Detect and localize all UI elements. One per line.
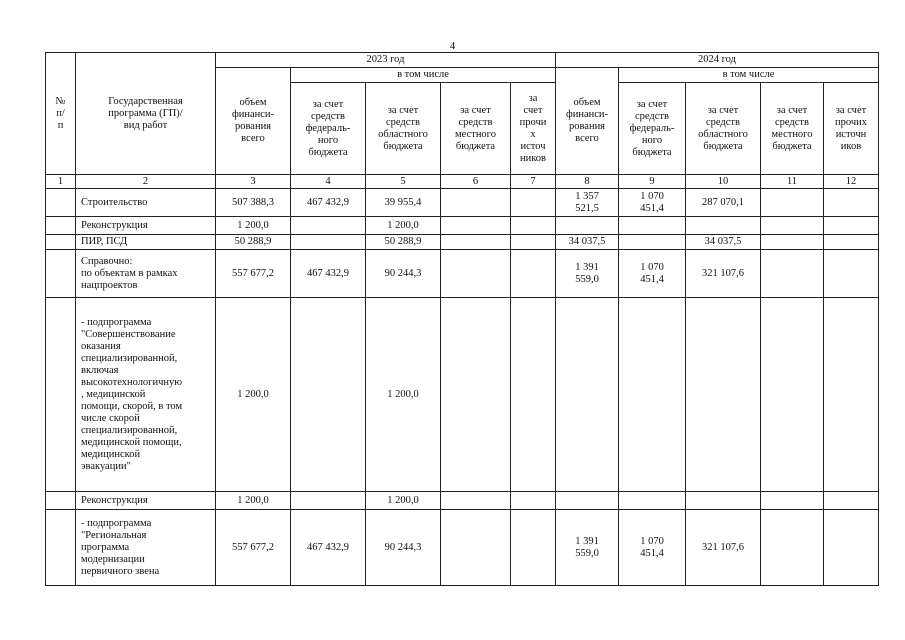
table-row xyxy=(46,298,879,492)
value-cell: 507 388,3 xyxy=(216,189,291,217)
header-incl-2024: в том числе xyxy=(619,68,879,83)
value-cell xyxy=(441,298,511,492)
row-number-cell xyxy=(46,510,76,586)
value-cell: 467 432,9 xyxy=(291,510,366,586)
header-loc-2024: за счет средств местного бюджета xyxy=(761,83,824,175)
value-cell xyxy=(824,217,879,235)
value-cell: 1 391 559,0 xyxy=(556,510,619,586)
value-cell xyxy=(761,217,824,235)
value-cell xyxy=(761,492,824,510)
header-fed-2023: за счет средств федераль- ного бюджета xyxy=(291,83,366,175)
value-cell xyxy=(619,235,686,250)
value-cell: 467 432,9 xyxy=(291,250,366,298)
value-cell: 34 037,5 xyxy=(556,235,619,250)
value-cell xyxy=(686,492,761,510)
value-cell: 1 200,0 xyxy=(216,492,291,510)
value-cell: 1 200,0 xyxy=(366,217,441,235)
value-cell xyxy=(824,250,879,298)
row-name-cell: Строительство xyxy=(76,189,216,217)
value-cell xyxy=(511,217,556,235)
value-cell: 90 244,3 xyxy=(366,250,441,298)
value-cell xyxy=(556,217,619,235)
table-row xyxy=(46,250,879,298)
value-cell: 1 200,0 xyxy=(216,217,291,235)
value-cell xyxy=(556,298,619,492)
col-number: 7 xyxy=(511,175,556,189)
col-number: 12 xyxy=(824,175,879,189)
row-name-cell: - подпрограмма "Региональная программа модернизации первичного звена xyxy=(76,510,216,586)
table-row xyxy=(46,235,879,250)
value-cell xyxy=(441,217,511,235)
header-total-2024: объем финанси- рования всего xyxy=(556,68,619,175)
value-cell: 321 107,6 xyxy=(686,250,761,298)
row-number-cell xyxy=(46,217,76,235)
value-cell: 1 200,0 xyxy=(216,298,291,492)
table-row xyxy=(46,189,879,217)
value-cell: 50 288,9 xyxy=(366,235,441,250)
value-cell xyxy=(511,298,556,492)
row-number-cell xyxy=(46,492,76,510)
value-cell: 557 677,2 xyxy=(216,250,291,298)
table-row xyxy=(46,492,879,510)
value-cell xyxy=(761,510,824,586)
value-cell xyxy=(761,250,824,298)
value-cell xyxy=(441,510,511,586)
value-cell: 1 200,0 xyxy=(366,492,441,510)
value-cell: 1 200,0 xyxy=(366,298,441,492)
value-cell xyxy=(291,235,366,250)
page-number: 4 xyxy=(449,40,456,52)
value-cell: 50 288,9 xyxy=(216,235,291,250)
row-name-cell: Реконструкция xyxy=(76,492,216,510)
value-cell xyxy=(619,492,686,510)
value-cell xyxy=(441,492,511,510)
value-cell xyxy=(291,217,366,235)
value-cell xyxy=(511,510,556,586)
header-loc-2023: за счет средств местного бюджета xyxy=(441,83,511,175)
table-row xyxy=(46,217,879,235)
header-year-2024: 2024 год xyxy=(556,53,879,68)
value-cell xyxy=(686,298,761,492)
header-oth-2023: за счет прочи х источ ников xyxy=(511,83,556,175)
value-cell: 1 070 451,4 xyxy=(619,189,686,217)
value-cell xyxy=(291,298,366,492)
value-cell xyxy=(761,298,824,492)
col-number: 6 xyxy=(441,175,511,189)
value-cell: 34 037,5 xyxy=(686,235,761,250)
value-cell: 90 244,3 xyxy=(366,510,441,586)
value-cell: 1 070 451,4 xyxy=(619,510,686,586)
value-cell xyxy=(686,217,761,235)
value-cell: 1 070 451,4 xyxy=(619,250,686,298)
col-number: 8 xyxy=(556,175,619,189)
header-no: № п/ п xyxy=(46,53,76,175)
value-cell xyxy=(511,189,556,217)
value-cell xyxy=(619,298,686,492)
col-number: 2 xyxy=(76,175,216,189)
value-cell: 321 107,6 xyxy=(686,510,761,586)
value-cell xyxy=(511,492,556,510)
row-number-cell xyxy=(46,250,76,298)
value-cell xyxy=(441,189,511,217)
header-oth-2024: за счет прочих источн иков xyxy=(824,83,879,175)
col-number: 5 xyxy=(366,175,441,189)
header-reg-2023: за счет средств областного бюджета xyxy=(366,83,441,175)
value-cell xyxy=(824,510,879,586)
col-number: 3 xyxy=(216,175,291,189)
value-cell xyxy=(441,235,511,250)
col-number: 11 xyxy=(761,175,824,189)
row-name-cell: Справочно: по объектам в рамках нацпроектов xyxy=(76,250,216,298)
col-number: 1 xyxy=(46,175,76,189)
value-cell xyxy=(761,189,824,217)
value-cell: 287 070,1 xyxy=(686,189,761,217)
value-cell xyxy=(441,250,511,298)
table-row xyxy=(46,510,879,586)
row-name-cell: ПИР, ПСД xyxy=(76,235,216,250)
header-program: Государственная программа (ГП)/ вид работ xyxy=(76,53,216,175)
value-cell: 39 955,4 xyxy=(366,189,441,217)
value-cell xyxy=(824,189,879,217)
row-name-cell: - подпрограмма "Совершенствование оказания специализированной, включая высокотехнологичную , медицинской помощи, скорой, в том числе скорой специализированной, медицинской помощи, медицинской эвакуации" xyxy=(76,298,216,492)
value-cell xyxy=(824,298,879,492)
value-cell xyxy=(556,492,619,510)
financing-table xyxy=(45,52,879,586)
row-name-cell: Реконструкция xyxy=(76,217,216,235)
value-cell: 1 357 521,5 xyxy=(556,189,619,217)
col-number: 10 xyxy=(686,175,761,189)
header-fed-2024: за счет средств федераль- ного бюджета xyxy=(619,83,686,175)
col-number: 4 xyxy=(291,175,366,189)
value-cell xyxy=(511,250,556,298)
row-number-cell xyxy=(46,189,76,217)
value-cell xyxy=(824,235,879,250)
col-number: 9 xyxy=(619,175,686,189)
row-number-cell xyxy=(46,298,76,492)
value-cell: 1 391 559,0 xyxy=(556,250,619,298)
value-cell xyxy=(824,492,879,510)
header-reg-2024: за счет средств областного бюджета xyxy=(686,83,761,175)
column-number-row xyxy=(46,175,879,189)
value-cell xyxy=(291,492,366,510)
value-cell: 467 432,9 xyxy=(291,189,366,217)
value-cell xyxy=(761,235,824,250)
value-cell xyxy=(619,217,686,235)
header-year-2023: 2023 год xyxy=(216,53,556,68)
header-total-2023: объем финанси- рования всего xyxy=(216,68,291,175)
row-number-cell xyxy=(46,235,76,250)
header-incl-2023: в том числе xyxy=(291,68,556,83)
value-cell: 557 677,2 xyxy=(216,510,291,586)
value-cell xyxy=(511,235,556,250)
